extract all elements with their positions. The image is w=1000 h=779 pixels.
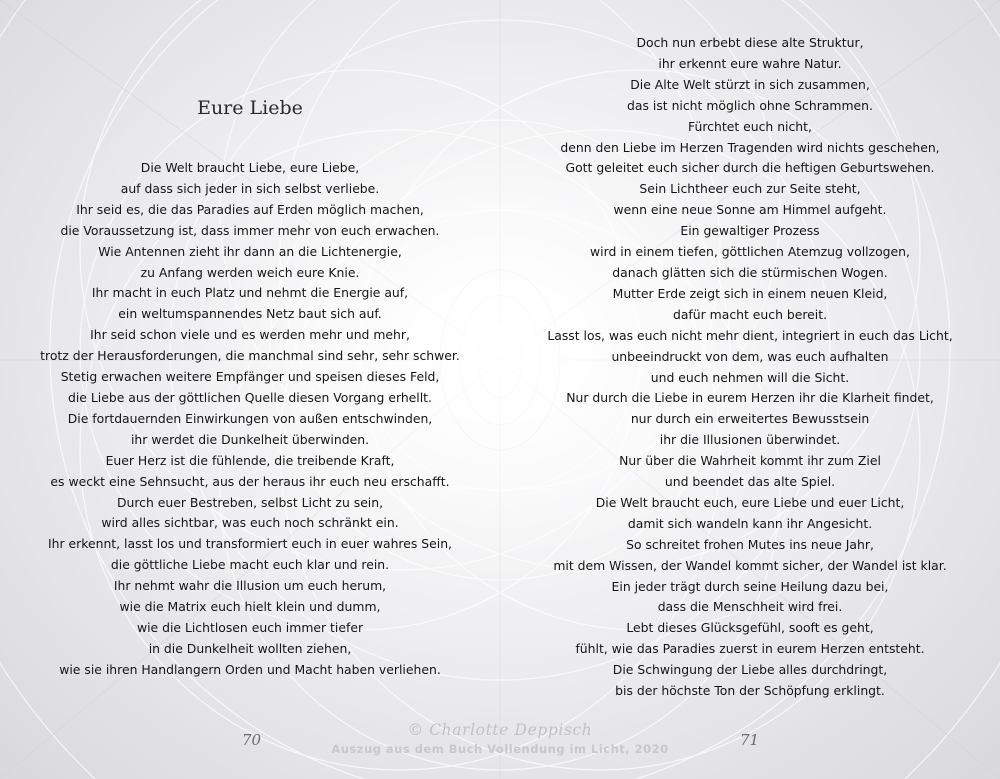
poem-line: Die Welt braucht Liebe, eure Liebe, (140, 160, 360, 175)
left-poem-text (0, 158, 500, 681)
source-watermark: Auszug aus dem Buch Vollendung im Licht, 2020 (331, 742, 669, 756)
right-page (500, 0, 1000, 779)
poem-line: die Liebe aus der göttlichen Quelle diesen Vorgang erhellt. (68, 389, 432, 405)
poem-line: Lebt dieses Glücksgefühl, sooft es geht, (626, 620, 874, 636)
poem-line: ihr die Illusionen überwindet. (659, 432, 841, 448)
poem-line: wenn eine neue Sonne am Himmel aufgeht. (613, 202, 887, 218)
poem-line: wie die Lichtlosen euch immer tiefer (136, 619, 364, 635)
poem-line: Mutter Erde zeigt sich in einem neuen Kleid, (612, 285, 888, 301)
poem-line: die göttliche Liebe macht euch klar und rein. (110, 557, 390, 573)
poem-line: Stetig erwachen weitere Empfänger und speisen dieses Feld, (60, 369, 440, 385)
poem-line: Ein gewaltiger Prozess (680, 223, 820, 239)
poem-line: Die Schwingung der Liebe alles durchdringt, (612, 662, 888, 678)
poem-line: unbeeindruckt von dem, was euch aufhalten (611, 348, 889, 364)
poem-line: und euch nehmen will die Sicht. (650, 369, 850, 385)
poem-line: denn den Liebe im Herzen Tragenden wird nichts geschehen, (560, 139, 940, 155)
poem-line: Doch nun erbebt diese alte Struktur, (636, 35, 864, 50)
poem-line: nur durch ein erweitertes Bewusstsein (630, 411, 870, 427)
poem-line: dass die Menschheit wird frei. (657, 599, 843, 615)
poem-line: und beendet das alte Spiel. (664, 474, 836, 490)
poem-line: Wie Antennen zieht ihr dann an die Lichtenergie, (98, 243, 402, 259)
poem-line: ein weltumspannendes Netz baut sich auf. (118, 306, 382, 322)
poem-line: Die Welt braucht euch, eure Liebe und euer Licht, (595, 494, 905, 510)
poem-line: auf dass sich jeder in sich selbst verliebe. (120, 180, 380, 196)
page-number-right: 71 (740, 731, 760, 749)
poem-line: es weckt eine Sehnsucht, aus der heraus ihr euch neu erschafft. (50, 473, 450, 489)
poem-line: wie sie ihren Handlangern Orden und Macht haben verliehen. (59, 661, 441, 677)
right-poem-text (500, 33, 1000, 702)
poem-line: Ihr macht in euch Platz und nehmt die Energie auf, (91, 285, 409, 301)
poem-title: Eure Liebe (197, 97, 303, 119)
poem-line: Euer Herz ist die fühlende, die treibende Kraft, (105, 452, 395, 468)
poem-line: Nur durch die Liebe in eurem Herzen ihr die Klarheit findet, (566, 390, 934, 406)
poem-line: das ist nicht möglich ohne Schrammen. (627, 97, 873, 113)
poem-line: dafür macht euch bereit. (672, 306, 828, 322)
poem-line: Gott geleitet euch sicher durch die heftigen Geburtswehen. (565, 160, 935, 176)
poem-line: Durch euer Bestreben, selbst Licht zu sein, (116, 494, 384, 510)
poem-line: Ihr erkennt, lasst los und transformiert euch in euer wahres Sein, (47, 536, 452, 552)
poem-line: wird alles sichtbar, was euch noch schränkt ein. (101, 515, 399, 531)
poem-line: wird in einem tiefen, göttlichen Atemzug vollzogen, (590, 244, 910, 260)
poem-line: ihr erkennt eure wahre Natur. (658, 55, 842, 71)
poem-line: Ihr seid es, die das Paradies auf Erden möglich machen, (76, 201, 424, 217)
poem-line: Ihr nehmt wahr die Illusion um euch herum, (113, 578, 387, 594)
poem-line: Sein Lichtheer euch zur Seite steht, (639, 181, 861, 197)
poem-line: ihr werdet die Dunkelheit überwinden. (130, 431, 370, 447)
poem-line: die Voraussetzung ist, dass immer mehr von euch erwachen. (60, 222, 440, 238)
poem-line: fühlt, wie das Paradies zuerst in eurem Herzen entsteht. (575, 641, 925, 657)
poem-line: bis der höchste Ton der Schöpfung erklingt. (615, 683, 885, 699)
poem-line: Fürchtet euch nicht, (688, 118, 812, 134)
poem-line: wie die Matrix euch hielt klein und dumm, (119, 599, 381, 615)
poem-line: So schreitet frohen Mutes ins neue Jahr, (626, 536, 874, 552)
poem-line: Die Alte Welt stürzt in sich zusammen, (630, 76, 870, 92)
poem-line: in die Dunkelheit wollten ziehen, (148, 640, 352, 656)
poem-line: damit sich wandeln kann ihr Angesicht. (627, 515, 873, 531)
poem-line: zu Anfang werden weich eure Knie. (140, 264, 360, 280)
copyright-watermark: © Charlotte Deppisch (407, 721, 593, 739)
poem-line: Die fortdauernden Einwirkungen von außen entschwinden, (67, 410, 433, 426)
poem-line: trotz der Herausforderungen, die manchmal sind sehr, sehr schwer. (40, 348, 460, 364)
poem-line: Lasst los, was euch nicht mehr dient, integriert in euch das Licht, (547, 327, 953, 343)
poem-line: Ein jeder trägt durch seine Heilung dazu bei, (611, 578, 889, 594)
poem-line: Nur über die Wahrheit kommt ihr zum Ziel (619, 453, 881, 469)
poem-line: mit dem Wissen, der Wandel kommt sicher, der Wandel ist klar. (553, 557, 947, 573)
poem-line: danach glätten sich die stürmischen Wogen. (612, 264, 888, 280)
page-number-left: 70 (242, 731, 262, 749)
poem-line: Ihr seid schon viele und es werden mehr und mehr, (90, 327, 410, 343)
